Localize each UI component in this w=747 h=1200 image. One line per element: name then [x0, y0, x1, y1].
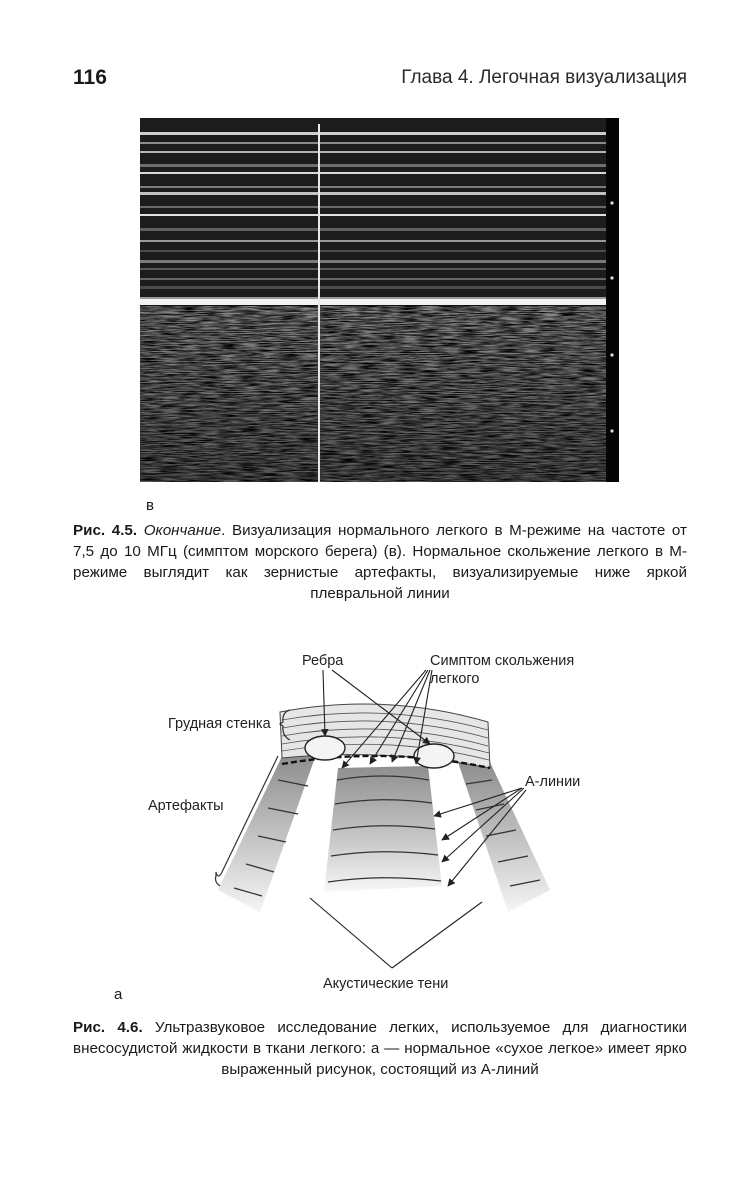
- sweep-marker: [318, 124, 320, 482]
- depth-tick: [610, 429, 613, 432]
- label-ribs: Ребра: [302, 653, 344, 669]
- tissue-echo-line: [140, 286, 606, 289]
- label-chest-wall: Грудная стенка: [168, 716, 271, 732]
- tissue-echo-line: [140, 240, 606, 242]
- acoustic-shadows-brace: [336, 918, 452, 972]
- rib-right: [414, 744, 454, 768]
- pleural-line: [140, 299, 606, 305]
- tissue-echo-line: [140, 268, 606, 270]
- depth-tick: [610, 276, 613, 279]
- label-lung-sliding-line2: легкого: [430, 671, 480, 687]
- tissue-echo-line: [140, 250, 606, 252]
- tissue-echo-line: [140, 132, 606, 135]
- label-artifacts: Артефакты: [148, 798, 224, 814]
- figure-4-5-italic: Окончание: [143, 522, 222, 539]
- tissue-echo-line: [140, 228, 606, 231]
- label-lung-sliding-line1: Симптом скольжения: [430, 653, 575, 669]
- figure-4-6-panel-label: а: [114, 986, 123, 1003]
- tissue-echo-line: [140, 151, 606, 153]
- label-acoustic-shadows: Акустические тени: [323, 976, 449, 992]
- tissue-echo-line: [140, 278, 606, 280]
- page-number: 116: [73, 66, 107, 89]
- tissue-echo-line: [140, 206, 606, 208]
- figure-4-5-label: Рис. 4.5.: [73, 522, 138, 539]
- figure-4-5-caption: [73, 520, 687, 604]
- tissue-echo-line: [140, 192, 606, 195]
- tissue-echo-line: [140, 186, 606, 188]
- rib-left: [305, 736, 345, 760]
- m-mode-ultrasound-image: [140, 118, 619, 482]
- tissue-echo-line: [140, 164, 606, 167]
- figure-4-5-panel-label: в: [146, 497, 154, 514]
- figure-4-6-caption: [73, 1017, 687, 1080]
- depth-tick: [610, 353, 613, 356]
- figure-4-6-label: Рис. 4.6.: [73, 1019, 143, 1036]
- tissue-echo-line: [140, 260, 606, 263]
- tissue-echo-line: [140, 172, 606, 174]
- label-a-lines: А-линии: [525, 774, 581, 790]
- tissue-echo-line: [140, 214, 606, 216]
- tissue-echo-line: [140, 142, 606, 144]
- depth-tick: [610, 201, 613, 204]
- artifact-beam-left: [218, 750, 317, 912]
- figure-4-6-caption-text: Ультразвуковое исследование легких, используемое для диагностики внесосудистой жидкости в ткани легкого: а — нормальное «сухое легкое» имеет ярко выраженный рисунок, состоящий из А-линий: [73, 1019, 687, 1078]
- lung-ultrasound-diagram: [130, 640, 630, 1010]
- running-head: Глава 4. Легочная визуализация: [401, 67, 687, 88]
- figure-4-5-caption-text: . Визуализация нормального легкого в М-режиме на частоте от 7,5 до 10 МГц (симптом морского берега) (в). Нормальное скольжение легкого в М-режиме выглядит как зернистые артефакты, визуализируемые ниже яркой плевральной линии: [73, 522, 687, 602]
